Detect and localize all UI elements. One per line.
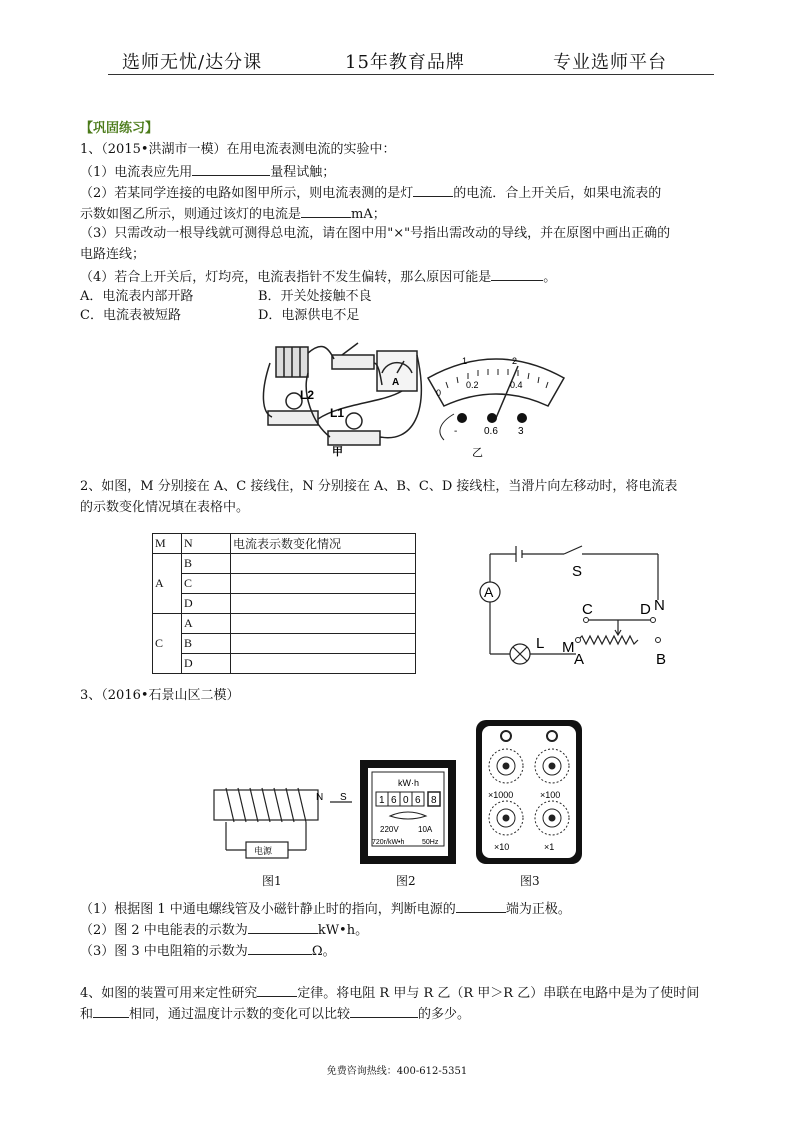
dial-x100: ×100: [540, 790, 561, 800]
term-0-6: 0.6: [484, 426, 498, 437]
q2-label-n: N: [654, 597, 665, 614]
table-cell-n: D: [182, 654, 231, 674]
q3-figure2-meter: [358, 758, 458, 866]
label-ammeter: A: [392, 377, 400, 388]
term-3: 3: [518, 426, 524, 437]
table-cell-n: B: [182, 634, 231, 654]
q1-part3-cont: 电路连线；: [80, 247, 146, 262]
table-row: [153, 654, 416, 674]
meter-revolutions: 720r/kW•h: [372, 839, 405, 846]
table-cell-n: B: [182, 554, 231, 574]
table-row: [153, 554, 416, 574]
table-cell-n: A: [182, 614, 231, 634]
q1-figure-jia: [262, 333, 432, 458]
caption-jia: 甲: [332, 446, 343, 458]
q2-label-c: C: [582, 601, 593, 618]
q2-label-s: S: [572, 563, 583, 580]
fig1-power-label: 电源: [254, 846, 273, 856]
q1-stem: 1、（2015•洪湖市一模）在用电流表测电流的实验中：: [80, 142, 396, 157]
dial-0-4: 0.4: [510, 380, 523, 390]
table-cell-n: D: [182, 594, 231, 614]
footer-hotline: 免费咨询热线：400-612-5351: [326, 1066, 468, 1077]
dial-1: 1: [462, 356, 468, 366]
table-cell-answer[interactable]: [231, 554, 416, 574]
q1-part1: （1）电流表应先用 量程试触；: [80, 162, 335, 182]
q3-figure3-resistance-box: [474, 718, 584, 866]
q3-part1: （1）根据图 1 中通电螺线管及小磁针静止时的指向，判断电源的 端为正极。: [80, 899, 571, 919]
q3-caption-fig3: 图3: [520, 874, 540, 888]
q1-part2: （2）若某同学连接的电路如图甲所示，则电流表测的是灯 的电流．合上开关后，如果电流表的: [80, 183, 661, 203]
fig1-needle-n: N: [316, 792, 324, 803]
dial-x1: ×1: [544, 842, 555, 852]
q1-part2-cont: 示数如图乙所示，则通过该灯的电流是 mA；: [80, 204, 386, 224]
meter-digit: 1: [379, 795, 385, 806]
q3-figure1-solenoid: [208, 780, 356, 866]
meter-unit: kW·h: [398, 778, 419, 788]
table-cell-m: A: [153, 554, 182, 614]
q3-part3: （3）图 3 中电阻箱的示数为 Ω。: [80, 941, 336, 961]
q1-part4: （4）若合上开关后，灯均亮，电流表指针不发生偏转，那么原因可能是 。: [80, 267, 556, 287]
label-l2: L2: [300, 388, 315, 402]
caption-yi: 乙: [472, 447, 483, 459]
dial-x1000: ×1000: [488, 790, 514, 800]
header-center: 15年教育品牌: [345, 52, 465, 73]
label-l1: L1: [330, 406, 345, 420]
table-cell-answer[interactable]: [231, 574, 416, 594]
q1-option-b: B．开关处接触不良: [258, 289, 372, 304]
meter-digit: 0: [403, 795, 409, 806]
section-title: 【巩固练习】: [80, 121, 159, 136]
q3-caption-fig2: 图2: [396, 874, 416, 888]
dial-0-2: 0.2: [466, 380, 479, 390]
table-cell-m: C: [153, 614, 182, 674]
meter-frequency: 50Hz: [422, 839, 439, 846]
term-minus: -: [454, 426, 458, 437]
q2-label-l: L: [536, 635, 545, 652]
dial-0: 0: [436, 388, 442, 398]
q1-part3: （3）只需改动一根导线就可测得总电流，请在图中用"×"号指出需改动的导线，并在原图中画出正确的: [80, 226, 671, 241]
q2-label-b: B: [656, 651, 667, 668]
q2-ammeter-label: A: [484, 584, 494, 600]
meter-current: 10A: [418, 825, 433, 834]
q2-circuit: [478, 540, 678, 680]
table-cell-answer[interactable]: [231, 654, 416, 674]
q1-figure-yi: [422, 348, 570, 460]
q3-caption-fig1: 图1: [262, 874, 282, 888]
header-left: 选师无忧/达分课: [122, 52, 263, 73]
meter-digit: 8: [431, 795, 437, 806]
table-header-n: N: [182, 534, 231, 554]
q2-label-m: M: [562, 639, 575, 656]
table-row: [153, 594, 416, 614]
q2-line1: 2、如图，M 分别接在 A、C 接线住，N 分别接在 A、B、C、D 接线柱，当滑片向左移动时，将电流表: [80, 479, 678, 494]
table-header-m: M: [153, 534, 182, 554]
fig1-needle-s: S: [340, 792, 347, 803]
table-row: [153, 634, 416, 654]
table-row: [153, 574, 416, 594]
q4-line2: 和 相同，通过温度计示数的变化可以比较 的多少。: [80, 1004, 470, 1024]
q3-part2: （2）图 2 中电能表的示数为 kW•h。: [80, 920, 368, 940]
q1-option-c: C．电流表被短路: [80, 308, 181, 323]
table-row: [153, 614, 416, 634]
q4-line1: 4、如图的装置可用来定性研究 定律。将电阻 R 甲与 R 乙（R 甲＞R 乙）串联在电路中是为了使时间: [80, 983, 699, 1003]
table-header-change: 电流表示数变化情况: [231, 534, 416, 554]
header-divider: [108, 74, 714, 75]
q2-table: [152, 533, 416, 674]
q1-option-d: D．电源供电不足: [258, 308, 360, 323]
q2-line2: 的示数变化情况填在表格中。: [80, 500, 250, 515]
dial-2: 2: [512, 356, 518, 366]
q2-label-d: D: [640, 601, 651, 618]
table-cell-answer[interactable]: [231, 634, 416, 654]
table-cell-answer[interactable]: [231, 594, 416, 614]
q1-option-a: A．电流表内部开路: [80, 289, 194, 304]
meter-voltage: 220V: [380, 825, 399, 834]
q2-label-a: A: [574, 651, 585, 668]
dial-x10: ×10: [494, 842, 510, 852]
header-right: 专业选师平台: [553, 52, 667, 73]
meter-digit: 6: [415, 795, 421, 806]
meter-digit: 6: [391, 795, 397, 806]
q3-stem: 3、（2016•石景山区二模）: [80, 688, 240, 703]
table-cell-answer[interactable]: [231, 614, 416, 634]
table-cell-n: C: [182, 574, 231, 594]
